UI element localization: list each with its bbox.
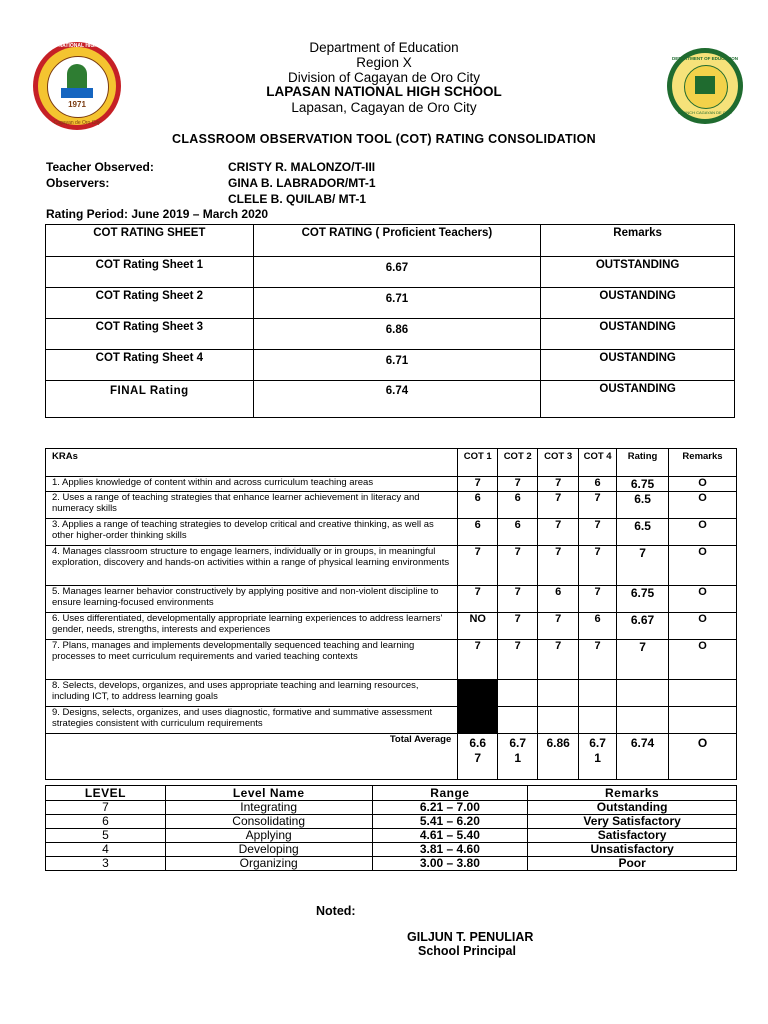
cot-value: 6 [498,519,538,546]
cot-value [498,707,538,734]
table-row [46,288,735,319]
level-name: Applying [165,829,372,843]
cot-value: 7 [498,613,538,640]
document-title: CLASSROOM OBSERVATION TOOL (COT) RATING CONSOLIDATION [172,132,596,146]
cot-value: 7 [458,477,498,492]
level-remarks: Very Satisfactory [528,815,737,829]
level-number: 7 [46,801,166,815]
observers-label: Observers: [46,176,110,190]
table-row [46,319,735,350]
cot-value: 7 [458,640,498,680]
total-average-label: Total Average [46,734,458,780]
sheet-remarks: OUSTANDING [541,288,735,319]
total-cot2-line2: 1 [514,751,522,765]
kra-text: 6. Uses differentiated, developmentally appropriate learning experiences to address learners' gender, needs, strengths, interests and experiences [46,613,458,640]
cot-value: 7 [579,640,617,680]
cot-summary-table [45,224,735,418]
kra-text: 3. Applies a range of teaching strategies to develop critical and creative thinking, as well as other higher-order thinking skills [46,519,458,546]
cot-value [538,707,579,734]
sheet-rating: 6.71 [253,288,541,319]
cot-value [579,680,617,707]
table-row [46,815,737,829]
table-row [46,680,737,707]
remarks-header: Remarks [528,786,737,801]
sheet-rating: 6.67 [253,257,541,288]
col-header: COT RATING SHEET [46,225,254,257]
kra-text: 8. Selects, develops, organizes, and uses appropriate teaching and learning resources, including ICT, to address learning goals [46,680,458,707]
cot-value: 7 [538,477,579,492]
header-school-name: LAPASAN NATIONAL HIGH SCHOOL [266,84,502,99]
total-cot2 [498,734,538,780]
cot-value: 7 [538,640,579,680]
kra-text: 4. Manages classroom structure to engage learners, individually or in groups, in meaningful exploration, discovery and hands-on activities within a range of physical learning environments [46,546,458,586]
cot-value: NO [458,613,498,640]
table-row [46,843,737,857]
level-name: Consolidating [165,815,372,829]
table-row [46,546,737,586]
table-row [46,801,737,815]
level-range: 6.21 – 7.00 [372,801,528,815]
teacher-label: Teacher Observed: [46,160,154,174]
kras-header: KRAs [46,449,458,477]
rating-period: Rating Period: June 2019 – March 2020 [46,207,269,221]
blacked-out-cell [458,707,498,734]
cot-value [579,707,617,734]
level-header: LEVEL [46,786,166,801]
total-cot4-line1: 6.7 [589,736,606,750]
noted-label: Noted: [316,904,356,918]
kra-remarks: O [669,477,737,492]
final-rating-remarks: OUSTANDING [541,381,735,418]
cot-value: 7 [579,586,617,613]
cot-value: 7 [538,613,579,640]
table-row [46,519,737,546]
levels-table [45,785,737,871]
kra-rating [617,707,669,734]
cot-value: 7 [579,546,617,586]
cot-header: COT 2 [498,449,538,477]
total-cot1 [458,734,498,780]
table-row [46,381,735,418]
seal-ring-sub: BRANCH CAGAYAN DE ORO [678,110,732,115]
cot-value: 7 [538,546,579,586]
sheet-remarks: OUTSTANDING [541,257,735,288]
total-cot1-line1: 6.6 [469,736,487,750]
table-row [46,477,737,492]
sheet-name: COT Rating Sheet 2 [46,288,254,319]
sheet-remarks: OUSTANDING [541,350,735,381]
principal-title: School Principal [418,944,516,958]
level-range: 3.81 – 4.60 [372,843,528,857]
final-rating-value: 6.74 [253,381,541,418]
total-rating: 6.74 [617,734,669,780]
teacher-value: CRISTY R. MALONZO/T-III [228,160,376,174]
kra-remarks: O [669,613,737,640]
cot-value: 7 [579,519,617,546]
cot-value: 7 [498,640,538,680]
cot-value: 6 [579,477,617,492]
seal-ring-city: Cagayan de Oro City [53,120,101,126]
cot-header: COT 4 [579,449,617,477]
col-header: Remarks [541,225,735,257]
principal-name: GILJUN T. PENULIAR [407,930,534,944]
total-remarks: O [669,734,737,780]
cot-value: 6 [538,586,579,613]
header-address: Lapasan, Cagayan de Oro City [291,100,477,115]
final-rating-label: FINAL Rating [46,381,254,418]
cot-value: 7 [498,477,538,492]
cot-value [498,680,538,707]
sheet-rating: 6.86 [253,319,541,350]
kra-rating [617,680,669,707]
kra-rating: 6.75 [617,586,669,613]
level-number: 5 [46,829,166,843]
table-row [46,586,737,613]
sheet-name: COT Rating Sheet 1 [46,257,254,288]
cot-value: 7 [498,546,538,586]
kra-remarks: O [669,586,737,613]
seal-year: 1971 [68,100,86,109]
kra-rating: 7 [617,546,669,586]
kra-text: 7. Plans, manages and implements developmentally sequenced teaching and learning processes to meet curriculum requirements and varied teaching contexts [46,640,458,680]
header-department: Department of Education [309,40,459,55]
kra-remarks [669,680,737,707]
table-row [46,640,737,680]
level-remarks: Poor [528,857,737,871]
cot-value: 7 [458,546,498,586]
total-cot4-line2: 1 [594,751,601,765]
table-row [46,613,737,640]
cot-value: 7 [458,586,498,613]
kra-remarks: O [669,640,737,680]
kra-rating: 6.5 [617,492,669,519]
sheet-name: COT Rating Sheet 3 [46,319,254,350]
total-cot1-line2: 7 [474,751,482,765]
sheet-name: COT Rating Sheet 4 [46,350,254,381]
remarks-header: Remarks [669,449,737,477]
level-name: Integrating [165,801,372,815]
kra-remarks: O [669,546,737,586]
table-row [46,257,735,288]
level-remarks: Satisfactory [528,829,737,843]
cot-header: COT 1 [458,449,498,477]
level-range: 5.41 – 6.20 [372,815,528,829]
seal-ring-text: DEPARTMENT OF EDUCATION [671,56,739,61]
level-number: 6 [46,815,166,829]
kra-rating: 6.5 [617,519,669,546]
cot-value: 7 [498,586,538,613]
cot-value: 7 [538,492,579,519]
cot-value [538,680,579,707]
header-region: Region X [356,55,412,70]
cot-value: 7 [538,519,579,546]
cot-value: 7 [579,492,617,519]
observer-2: CLELE B. QUILAB/ MT-1 [228,192,366,206]
level-remarks: Unsatisfactory [528,843,737,857]
kra-remarks [669,707,737,734]
table-row [46,829,737,843]
kra-rating: 6.75 [617,477,669,492]
header-division: Division of Cagayan de Oro City [287,70,481,85]
kra-text: 1. Applies knowledge of content within and across curriculum teaching areas [46,477,458,492]
rating-header: Rating [617,449,669,477]
kra-rating: 7 [617,640,669,680]
blacked-out-cell [458,680,498,707]
cot-header: COT 3 [538,449,579,477]
sheet-rating: 6.71 [253,350,541,381]
kra-text: 9. Designs, selects, organizes, and uses diagnostic, formative and summative assessment strategies consistent with curriculum requirements [46,707,458,734]
cot-value: 6 [498,492,538,519]
level-name: Organizing [165,857,372,871]
total-cot3: 6.86 [538,734,579,780]
col-header: COT RATING ( Proficient Teachers) [253,225,541,257]
level-range: 3.00 – 3.80 [372,857,528,871]
kra-table [45,448,737,780]
total-cot4 [579,734,617,780]
cot-value: 6 [458,492,498,519]
sheet-remarks: OUSTANDING [541,319,735,350]
level-number: 3 [46,857,166,871]
kra-rating: 6.67 [617,613,669,640]
level-number: 4 [46,843,166,857]
table-row [46,707,737,734]
kra-remarks: O [669,519,737,546]
kra-text: 2. Uses a range of teaching strategies that enhance learner achievement in literacy and numeracy skills [46,492,458,519]
table-row [46,492,737,519]
table-row [46,350,735,381]
cot-value: 6 [458,519,498,546]
total-average-row [46,734,737,780]
kra-text: 5. Manages learner behavior constructively by applying positive and non-violent discipline to ensure learning-focused environments [46,586,458,613]
seal-ring-text: LAPASAN NATIONAL HIGH SCHOOL [33,43,121,49]
cot-value: 6 [579,613,617,640]
kra-remarks: O [669,492,737,519]
observer-1: GINA B. LABRADOR/MT-1 [228,176,376,190]
level-range: 4.61 – 5.40 [372,829,528,843]
total-cot2-line1: 6.7 [509,736,527,750]
table-row [46,857,737,871]
level-remarks: Outstanding [528,801,737,815]
range-header: Range [372,786,528,801]
level-name: Developing [165,843,372,857]
level-name-header: Level Name [165,786,372,801]
